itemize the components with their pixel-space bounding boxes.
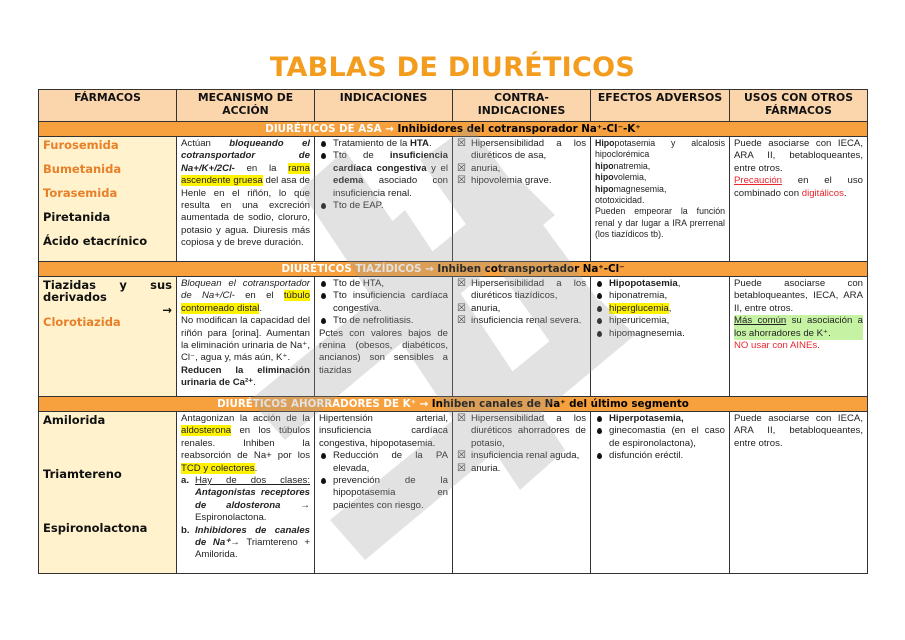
section-family: DIURÉTICOS DE ASA → xyxy=(265,123,398,135)
tiaz-contra-1: ☒ Hipersensibilidad a los diuréticos tiazídicos, xyxy=(457,278,586,303)
drug-clorotiazida: Clorotiazida xyxy=(43,315,121,330)
asa-ef-1: Hipopotasemia y alcalosis hipoclorémica xyxy=(595,138,725,160)
section-action: Inhiben canales de Na⁺ del último segmento xyxy=(431,398,689,410)
ahorr-contra-3: ☒ anuria. xyxy=(457,463,586,475)
tiaz-efectos xyxy=(591,277,730,397)
ahorr-mec-a: a. Hay de dos clases: Antagonistas receptores de aldosterona → Espironolactona. xyxy=(181,475,310,524)
drug-acido-etacrinico: Ácido etacrínico xyxy=(43,234,148,248)
tiaz-ef-4: hiperuricemia, xyxy=(595,315,725,327)
tiaz-mecanismo xyxy=(177,277,315,397)
asa-usos-2: Precaución en el uso combinado con digitálicos. xyxy=(734,175,863,199)
drug-amilorida: Amilorida xyxy=(43,413,106,427)
asa-contra xyxy=(453,137,591,262)
ahorr-ind-1: Reducción de la PA elevada, xyxy=(319,450,448,475)
section-family: DIURÉTICOS AHORRADORES DE K⁺ → xyxy=(217,398,432,410)
page-title: TABLAS DE DIURÉTICOS xyxy=(269,52,636,83)
ahorr-indicaciones xyxy=(315,412,453,574)
ahorr-drugs xyxy=(39,412,177,574)
asa-usos-1: Puede asociarse con IECA, ARA II, betabloqueantes, entre otros. xyxy=(734,138,863,174)
asa-efectos xyxy=(591,137,730,262)
tiaz-usos xyxy=(730,277,868,397)
drug-triamtereno: Triamtereno xyxy=(43,467,122,481)
tiaz-ef-5: hipomagnesemia. xyxy=(595,328,725,340)
asa-contra-1: ☒ Hipersensibilidad a los diuréticos de asa, xyxy=(457,138,586,163)
drug-bumetanida: Bumetanida xyxy=(43,162,122,176)
section-asa xyxy=(39,122,868,137)
section-action: Inhibidores del cotransporador Na⁺-Cl⁻-K⁺ xyxy=(397,123,641,135)
section-ahorradores-title xyxy=(39,397,868,412)
ahorr-mec-1: Antagonizan la acción de la aldosterona en los túbulos renales. Inhiben la reabsorción de Na+ por los TCD y colectores. xyxy=(181,413,310,474)
section-asa-title xyxy=(39,122,868,137)
asa-mec-1: Actúan xyxy=(181,138,211,149)
tiaz-ef-2: hiponatremia, xyxy=(595,290,725,302)
asa-mec-4: rama ascendente gruesa xyxy=(181,162,311,187)
header-indicaciones: INDICACIONES xyxy=(315,90,453,122)
section-ahorradores xyxy=(39,397,868,412)
tiaz-ef-1: Hipopotasemia, xyxy=(595,278,725,290)
tiaz-contra-3: ☒ insuficiencia renal severa. xyxy=(457,315,586,327)
asa-ef-5: ototoxicidad. xyxy=(595,195,645,206)
tiaz-ind-3: Tto de nefrolitiasis. xyxy=(319,315,448,327)
ahorr-ef-2: ginecomastia (en el caso de espironolactona), xyxy=(595,425,725,450)
asa-ind-1: Tratamiento de la HTA. xyxy=(319,138,448,150)
tiaz-contra xyxy=(453,277,591,397)
tiaz-contra-2: ☒ anuria, xyxy=(457,303,586,315)
diuretics-table xyxy=(38,89,868,574)
asa-ef-3: hipovolemia, xyxy=(595,172,647,183)
tiaz-ef-3: hiperglucemia, xyxy=(595,303,725,315)
asa-contra-3: ☒ hipovolemia grave. xyxy=(457,175,586,187)
tiaz-ind-1: Tto de HTA, xyxy=(319,278,448,290)
header-mecanismo: MECANISMO DE ACCIÓN xyxy=(177,90,315,122)
header-usos: USOS CON OTROS FÁRMACOS xyxy=(730,90,868,122)
tiaz-drugs xyxy=(39,277,177,397)
drug-furosemida: Furosemida xyxy=(43,138,119,152)
asa-indicaciones xyxy=(315,137,453,262)
asa-ef-2: hiponatremia, xyxy=(595,160,651,171)
asa-mecanismo xyxy=(177,137,315,262)
ahorr-efectos xyxy=(591,412,730,574)
ahorr-ind-2: prevención de la hipopotasemia en pacientes con riesgo. xyxy=(319,475,448,512)
tiaz-mec-1: Bloquean el cotransportador de Na+/Cl- en el túbulo contorneado distal. xyxy=(181,278,311,314)
tiaz-ind-2: Tto insuficiencia cardíaca congestiva. xyxy=(319,290,448,315)
drug-tiazidas-arrow: → xyxy=(162,302,172,317)
tiaz-indicaciones xyxy=(315,277,453,397)
asa-ef-4: hipomagnesemia, xyxy=(595,183,667,194)
asa-mec-3: en la xyxy=(246,162,277,174)
ahorr-contra xyxy=(453,412,591,574)
drug-espironolactona: Espironolactona xyxy=(43,521,148,535)
asa-drugs xyxy=(39,137,177,262)
tiaz-mec-2: No modifican la capacidad del riñón para [orina]. Aumentan la eliminación urinaria de Na⁺, Cl⁻, agua y, más aún, K⁺. xyxy=(181,315,310,364)
ahorr-contra-2: ☒ insuficiencia renal aguda, xyxy=(457,450,586,462)
asa-contra-2: ☒ anuria, xyxy=(457,163,586,175)
header-row xyxy=(39,90,868,122)
header-farmacos: FÁRMACOS xyxy=(39,90,177,122)
drug-tiazidas: Tiazidas y sus derivados xyxy=(43,278,172,305)
tiaz-ind-extra: Pctes con valores bajos de renina (obesos, diabéticos, ancianos) son sensibles a tiazidas xyxy=(319,327,448,376)
ahorr-ef-3: disfunción eréctil. xyxy=(595,450,725,462)
section-family: DIURÉTICOS TIAZÍDICOS → xyxy=(281,263,438,275)
header-contraindicaciones: CONTRA-INDICACIONES xyxy=(453,90,591,122)
tiaz-usos-1: Puede asociarse con betabloqueantes, IECA, ARA II, entre otros. xyxy=(734,278,863,314)
row-asa xyxy=(39,137,868,262)
ahorr-usos: Puede asociarse con IECA, ARA II, betabloqueantes, entre otros. xyxy=(730,412,868,574)
ahorr-ind-text: Hipertensión arterial, insuficiencia cardíaca congestiva, hipopotasemia. xyxy=(319,413,448,449)
section-tiazidicos xyxy=(39,262,868,277)
drug-torasemida: Torasemida xyxy=(43,186,118,200)
section-tiazidicos-title xyxy=(39,262,868,277)
tiaz-usos-2: Más común su asociación a los ahorradores de K⁺. xyxy=(734,315,864,339)
asa-mec-2: bloqueando el cotransportador de Na+/K+/2Cl- xyxy=(181,138,311,174)
ahorr-mecanismo xyxy=(177,412,315,574)
drug-piretanida: Piretanida xyxy=(43,210,111,224)
header-efectos: EFECTOS ADVERSOS xyxy=(591,90,730,122)
row-tiazidicos xyxy=(39,277,868,397)
tiaz-mec-3: Reducen la eliminación urinaria de Ca²⁺. xyxy=(181,364,310,389)
ahorr-ef-1: Hiperpotasemia, xyxy=(595,413,725,425)
tiaz-usos-3: NO usar con AINEs. xyxy=(734,340,820,352)
asa-ef-6: Pueden empeorar la función renal y dar lugar a IRA prerrenal (los tiazídicos tb). xyxy=(595,206,725,240)
section-action: Inhiben cotransportador Na⁺-Cl⁻ xyxy=(437,263,625,275)
asa-ind-2: Tto de insuficiencia cardíaca congestiva y el edema asociado con insuficiencia renal. xyxy=(319,150,448,200)
asa-usos xyxy=(730,137,868,262)
ahorr-contra-1: ☒ Hipersensibilidad a los diuréticos ahorradores de potasio, xyxy=(457,413,586,450)
row-ahorradores xyxy=(39,412,868,574)
ahorr-mec-b: b. Inhibidores de canales de Na⁺→ Triamtereno + Amilorida. xyxy=(181,524,310,561)
asa-mec-5: del asa de Henle en el riñón, lo que resulta en una excreción aumentada de sodio, cloruro, potasio y agua. Diuresis más copiosa y de breve duración. xyxy=(181,175,310,249)
asa-ind-3: Tto de EAP. xyxy=(319,200,448,212)
